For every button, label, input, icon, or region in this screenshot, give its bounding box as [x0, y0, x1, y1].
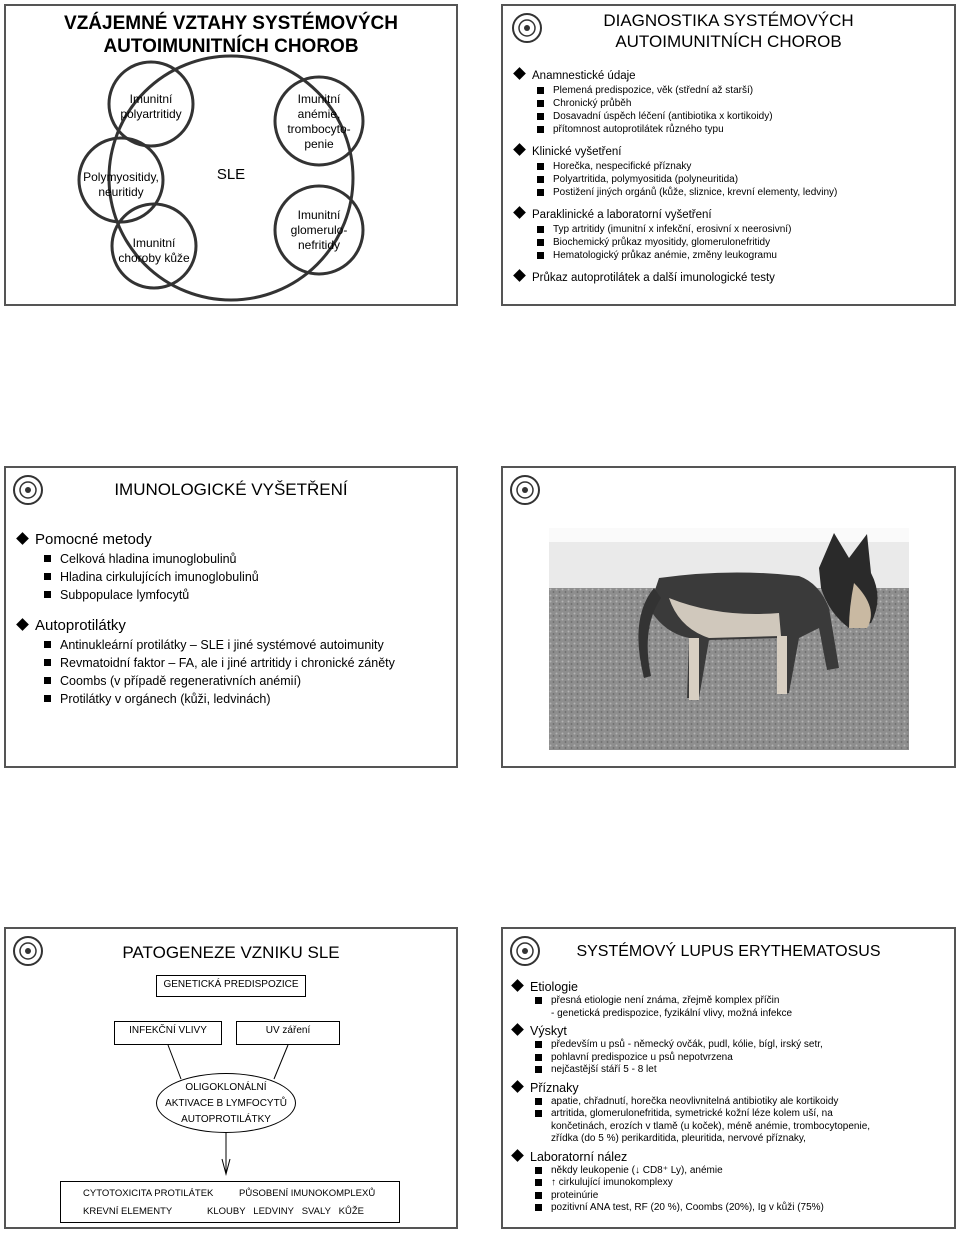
list-item: nejčastější stáří 5 - 8 let	[513, 1064, 950, 1077]
section-heading: Autoprotilátky	[18, 616, 452, 636]
list-item: Chronický průběh	[515, 97, 950, 110]
diamond-bullet-icon	[511, 1149, 524, 1162]
label-anemia: Imunitní anémie, trombocyto- penie	[287, 92, 351, 151]
list-item: někdy leukopenie (↓ CD8⁺ Ly), anémie	[513, 1165, 950, 1178]
diamond-bullet-icon	[511, 979, 524, 992]
diamond-bullet-icon	[513, 67, 526, 80]
square-bullet-icon	[535, 1041, 542, 1048]
list-item: artritida, glomerulonefritida, symetrické kožní léze kolem uší, na končetinách, erozích v tlamě (u koček), méně anémie, trombocytopenie, zřídka (do 5 %) perikarditida, pleuritida, nervové příznaky,	[513, 1108, 950, 1146]
list-item: Celková hladina imunoglobulinů	[18, 550, 452, 568]
label-blood: KREVNÍ ELEMENTY	[83, 1206, 173, 1217]
square-bullet-icon	[44, 695, 51, 702]
diamond-bullet-icon	[511, 1023, 524, 1036]
square-bullet-icon	[535, 997, 542, 1004]
square-bullet-icon	[537, 100, 544, 107]
slide-title: IMUNOLOGICKÉ VYŠETŘENÍ	[114, 480, 348, 499]
box-infection: INFEKČNÍ VLIVY	[114, 1021, 222, 1045]
section-heading: Etiologie	[513, 979, 950, 995]
section-heading: Výskyt	[513, 1023, 950, 1039]
square-bullet-icon	[537, 87, 544, 94]
square-bullet-icon	[44, 677, 51, 684]
list-item: především u psů - německý ovčák, pudl, kólie, bígl, irský setr,	[513, 1039, 950, 1052]
diagnostics-list	[515, 68, 950, 286]
faculty-logo-icon	[509, 474, 541, 506]
list-item: Typ artritidy (imunitní x infekční, erosivní x neerosivní)	[515, 223, 950, 236]
label-immunocomplex: PŮSOBENÍ IMUNOKOMPLEXŮ	[239, 1188, 376, 1199]
list-item: Revmatoidní faktor – FA, ale i jiné artritidy i chronické záněty	[18, 654, 452, 672]
label-glomerulo: Imunitní glomerulo- nefritidy	[290, 208, 348, 252]
square-bullet-icon	[537, 252, 544, 259]
section-heading: Paraklinické a laboratorní vyšetření	[515, 207, 950, 223]
square-bullet-icon	[537, 176, 544, 183]
square-bullet-icon	[535, 1054, 542, 1061]
list-item: pohlavní predispozice u psů nepotvrzena	[513, 1052, 950, 1065]
sle-list	[513, 979, 950, 1215]
list-item: Polyartritida, polymyositida (polyneuritida)	[515, 173, 950, 186]
label-polymyositis: Polymyositidy, neuritidy	[83, 170, 159, 199]
list-item: apatie, chřadnutí, horečka neovlivnitelná antibiotiky ale kortikoidy	[513, 1096, 950, 1109]
slide-immunology	[4, 466, 458, 768]
diamond-bullet-icon	[16, 618, 29, 631]
list-item: Plemená predispozice, věk (střední až starší)	[515, 84, 950, 97]
box-outcome	[60, 1181, 400, 1223]
square-bullet-icon	[537, 126, 544, 133]
list-item: Postižení jiných orgánů (kůže, sliznice, krevní elementy, ledviny)	[515, 186, 950, 199]
section-heading: Pomocné metody	[18, 530, 452, 550]
section-heading: Průkaz autoprotilátek a další imunologické testy	[515, 270, 950, 286]
list-item: pozitivní ANA test, RF (20 %), Coombs (20%), Ig v kůži (75%)	[513, 1202, 950, 1215]
box-oligoclonal: OLIGOKLONÁLNÍ AKTIVACE B LYMFOCYTŮ AUTOPROTILÁTKY	[156, 1073, 296, 1133]
square-bullet-icon	[537, 163, 544, 170]
section-heading: Příznaky	[513, 1080, 950, 1096]
list-item: přesná etiologie není známa, zřejmě komplex příčin - genetická predispozice, fyzikální vlivy, možná infekce	[513, 995, 950, 1020]
label-cytotoxicity: CYTOTOXICITA PROTILÁTEK	[83, 1188, 214, 1199]
slide-pathogenesis	[4, 927, 458, 1229]
list-item: proteinúrie	[513, 1190, 950, 1203]
slide-sle	[501, 927, 956, 1229]
diamond-bullet-icon	[513, 269, 526, 282]
square-bullet-icon	[535, 1192, 542, 1199]
slide-title: SYSTÉMOVÝ LUPUS ERYTHEMATOSUS	[576, 943, 881, 960]
slide-photo	[501, 466, 956, 768]
slide-title: PATOGENEZE VZNIKU SLE	[122, 943, 340, 962]
label-skin: Imunitní choroby kůže	[118, 236, 190, 265]
slide-diagnostics	[501, 4, 956, 306]
diamond-bullet-icon	[511, 1080, 524, 1093]
list-item: Hladina cirkulujících imunoglobulinů	[18, 568, 452, 586]
section-heading: Laboratorní nález	[513, 1149, 950, 1165]
list-item: Dosavadní úspěch léčení (antibiotika x kortikoidy)	[515, 110, 950, 123]
square-bullet-icon	[44, 641, 51, 648]
square-bullet-icon	[535, 1066, 542, 1073]
square-bullet-icon	[537, 113, 544, 120]
list-item: ↑ cirkulující imunokomplexy	[513, 1177, 950, 1190]
label-sle: SLE	[216, 166, 246, 183]
square-bullet-icon	[44, 555, 51, 562]
label-polyarthritis: Imunitní polyartritidy	[120, 92, 182, 121]
list-item: Hematologický průkaz anémie, změny leukogramu	[515, 249, 950, 262]
box-genetic: GENETICKÁ PREDISPOZICE	[156, 975, 306, 997]
slide-title: DIAGNOSTIKA SYSTÉMOVÝCH AUTOIMUNITNÍCH CHOROB	[603, 11, 854, 51]
square-bullet-icon	[535, 1204, 542, 1211]
diamond-bullet-icon	[513, 206, 526, 219]
venn-diagram	[6, 6, 460, 308]
list-item: přítomnost autoprotilátek různého typu	[515, 123, 950, 136]
list-item: Biochemický průkaz myositidy, glomerulonefritidy	[515, 236, 950, 249]
slide-title: VZÁJEMNÉ VZTAHY SYSTÉMOVÝCH AUTOIMUNITNÍCH CHOROB	[64, 13, 398, 57]
section-heading: Anamnestické údaje	[515, 68, 950, 84]
list-item: Protilátky v orgánech (kůži, ledvinách)	[18, 690, 452, 708]
box-uv: UV záření	[236, 1021, 340, 1045]
list-item: Antinukleární protilátky – SLE i jiné systémové autoimunity	[18, 636, 452, 654]
square-bullet-icon	[535, 1167, 542, 1174]
square-bullet-icon	[537, 226, 544, 233]
label-organs: KLOUBY LEDVINY SVALY KŮŽE	[207, 1206, 364, 1217]
list-item: Coombs (v případě regenerativních anémií)	[18, 672, 452, 690]
section-heading: Klinické vyšetření	[515, 144, 950, 160]
immunology-list	[18, 530, 452, 708]
square-bullet-icon	[535, 1098, 542, 1105]
slide-autoimmune-relations	[4, 4, 458, 306]
square-bullet-icon	[535, 1110, 542, 1117]
diamond-bullet-icon	[513, 143, 526, 156]
square-bullet-icon	[535, 1179, 542, 1186]
german-shepherd-photo	[549, 528, 909, 750]
square-bullet-icon	[44, 591, 51, 598]
square-bullet-icon	[44, 659, 51, 666]
square-bullet-icon	[537, 239, 544, 246]
square-bullet-icon	[44, 573, 51, 580]
list-item: Subpopulace lymfocytů	[18, 586, 452, 604]
list-item: Horečka, nespecifické příznaky	[515, 160, 950, 173]
diamond-bullet-icon	[16, 532, 29, 545]
square-bullet-icon	[537, 189, 544, 196]
